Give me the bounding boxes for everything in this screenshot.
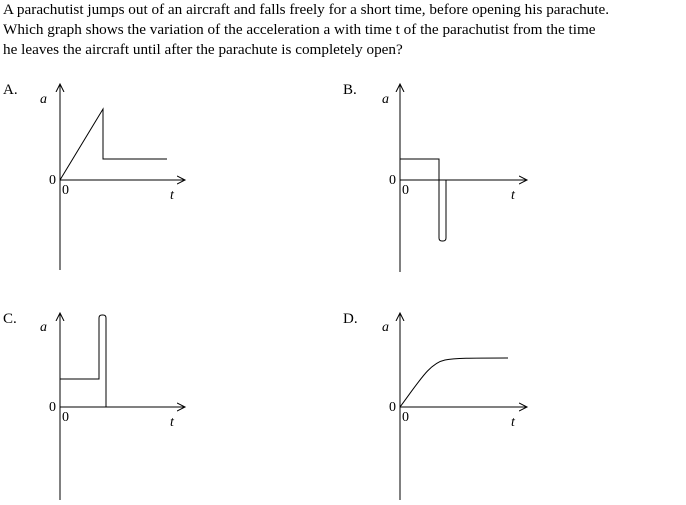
graph-b-curve [400,159,510,241]
question-line-2: Which graph shows the variation of the acceleration a with time t of the parachutist from the time [3,21,596,38]
graph-c-curve [60,315,165,407]
option-a-label[interactable]: A. [3,82,18,98]
graph-c-origin-y: 0 [49,400,56,415]
graph-c-origin-x: 0 [62,410,69,425]
graph-b-origin-x: 0 [402,183,409,198]
question-line-3: he leaves the aircraft until after the parachute is completely open? [3,41,403,58]
option-b-label[interactable]: B. [343,82,357,98]
option-c-label[interactable]: C. [3,311,17,327]
graph-d-origin-y: 0 [389,400,396,415]
graph-a-origin-x: 0 [62,183,69,198]
graph-b-origin-y: 0 [389,173,396,188]
graph-c-x-label: t [170,415,174,430]
graph-a-origin-y: 0 [49,173,56,188]
graph-b-y-label: a [382,92,389,107]
graph-b-x-label: t [511,188,515,203]
graph-c[interactable] [40,313,185,500]
graph-a-x-label: t [170,188,174,203]
graph-d[interactable] [382,313,527,500]
graph-d-curve [400,358,508,407]
graph-a-curve [60,109,167,180]
graph-d-y-label: a [382,320,389,335]
graph-d-x-label: t [511,415,515,430]
graph-a[interactable] [40,84,185,270]
graph-d-origin-x: 0 [402,410,409,425]
question-line-1: A parachutist jumps out of an aircraft and falls freely for a short time, before opening his parachute. [3,1,610,18]
graph-c-y-label: a [40,320,47,335]
graph-b[interactable] [382,84,527,272]
graph-a-y-label: a [40,92,47,107]
option-d-label[interactable]: D. [343,311,358,327]
